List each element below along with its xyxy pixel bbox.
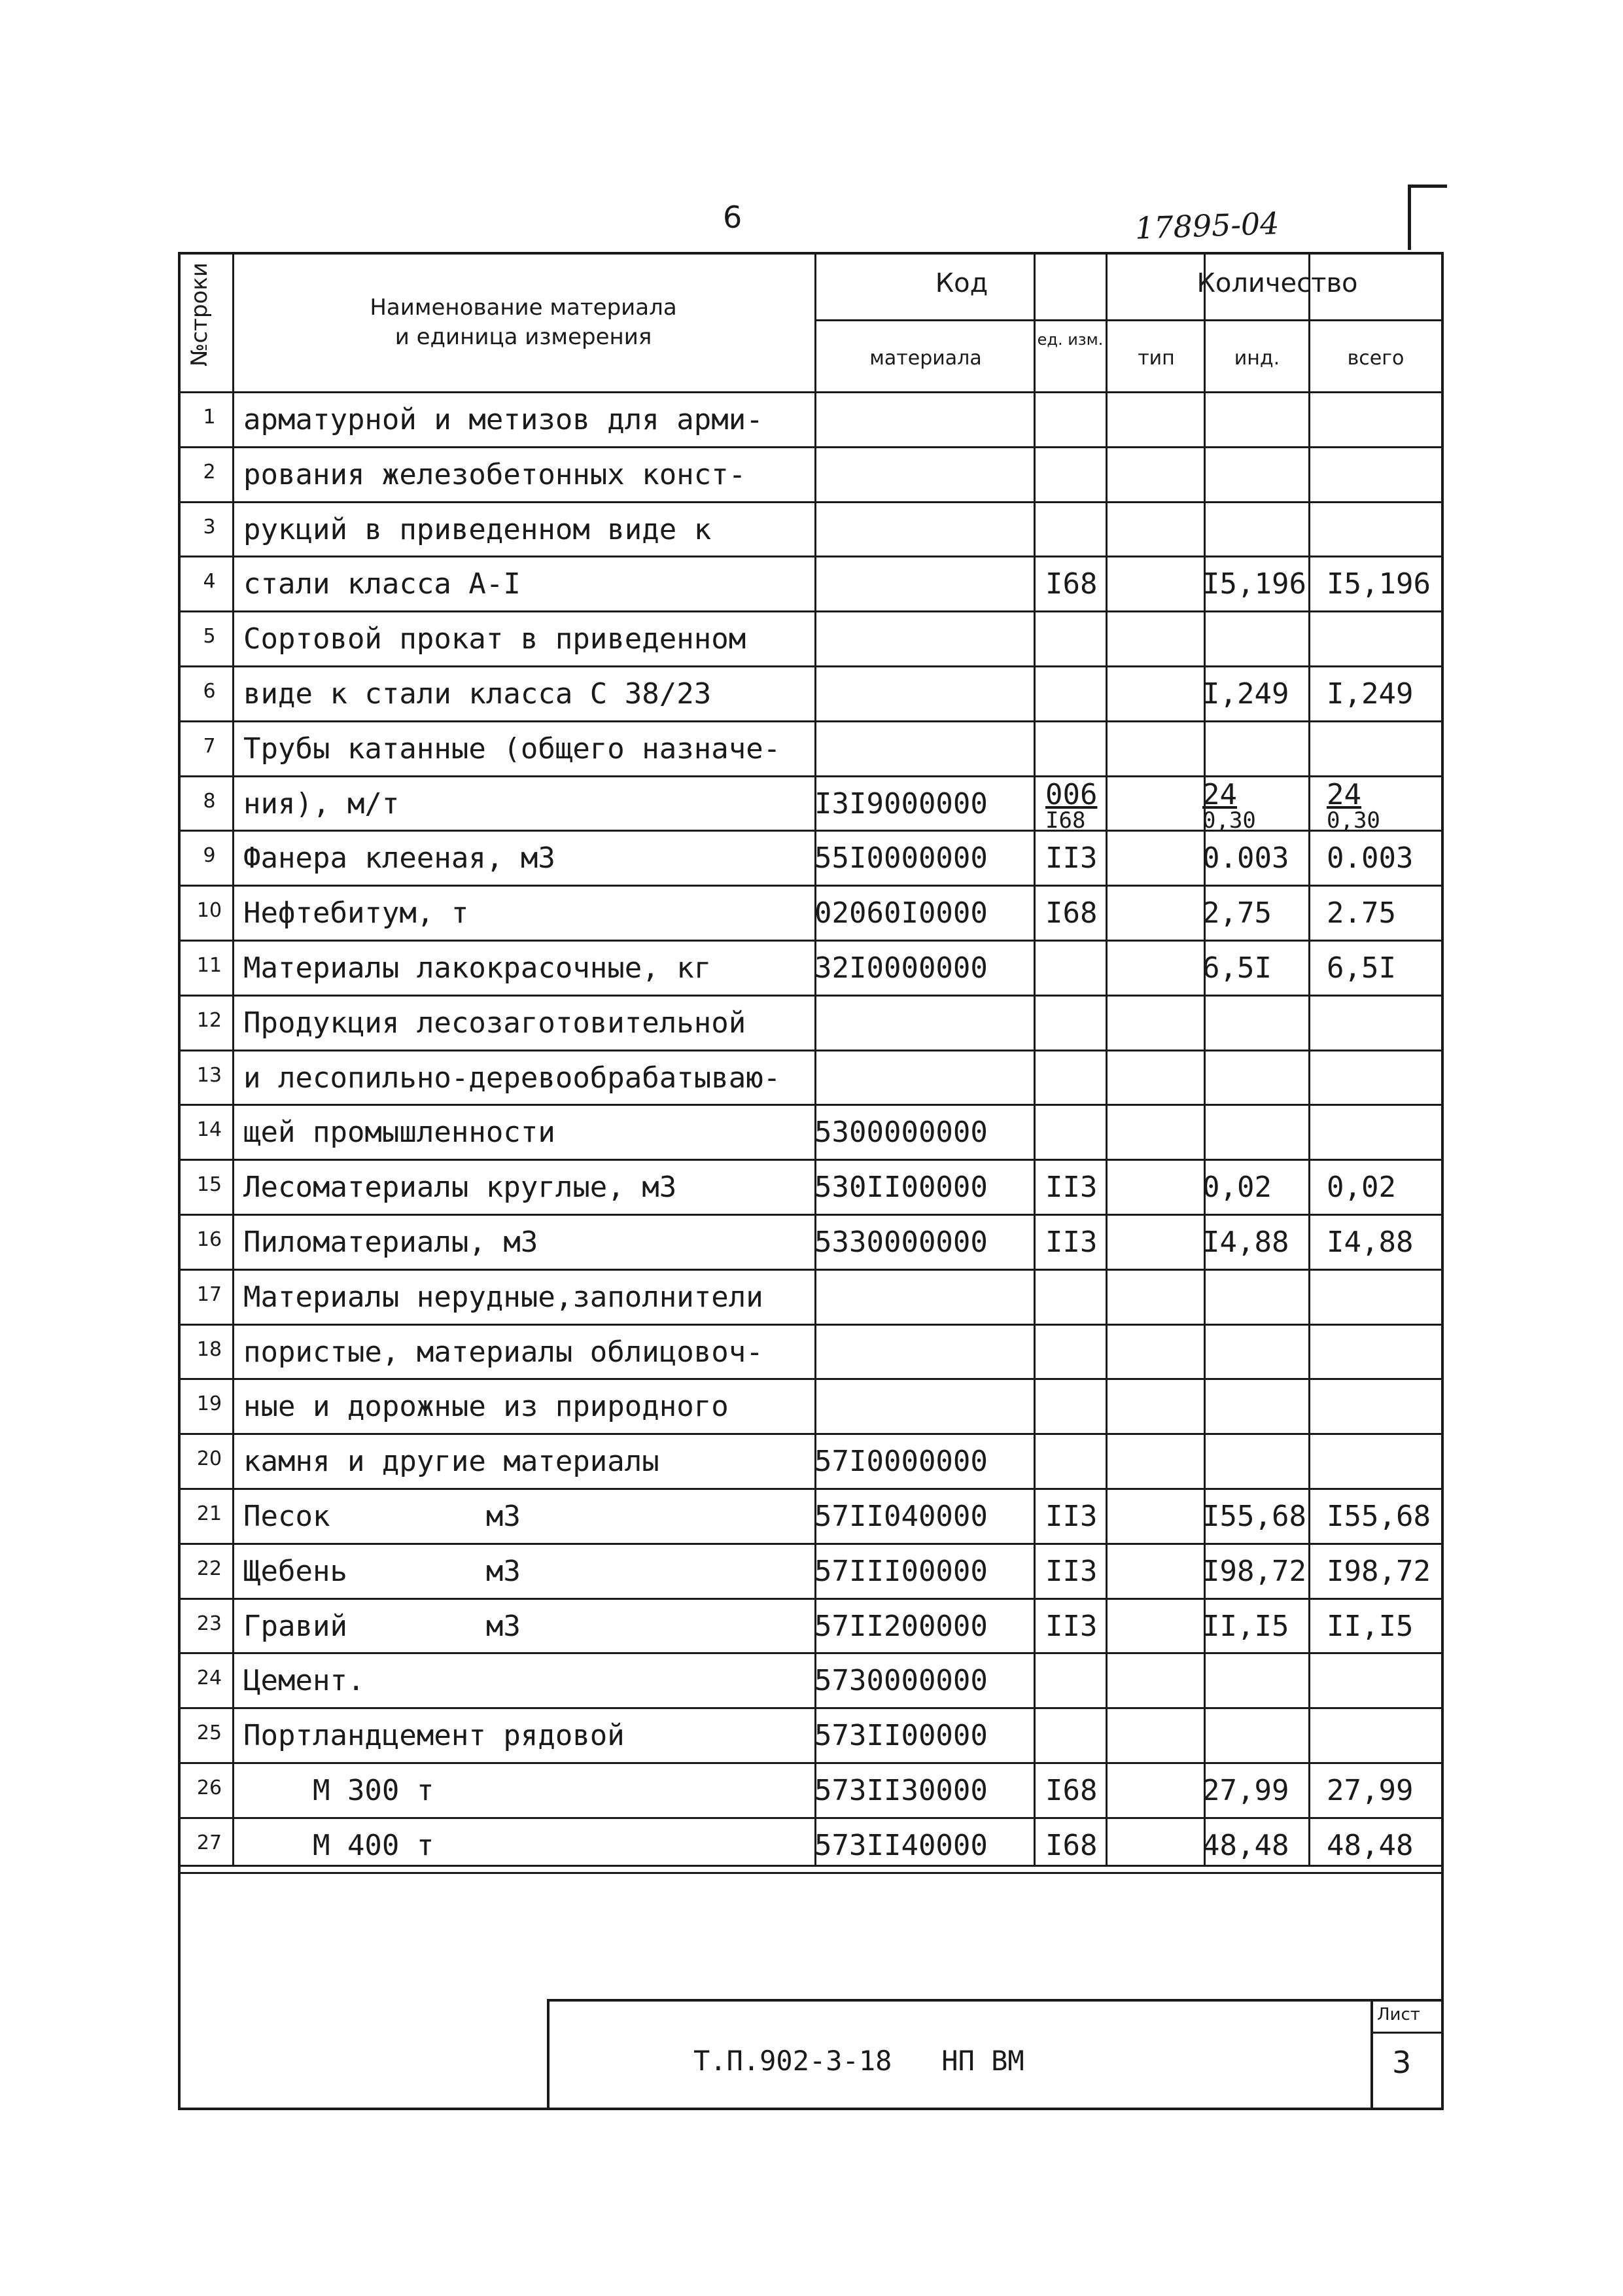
grid-line bbox=[178, 885, 1444, 887]
row-number: 21 bbox=[196, 1502, 222, 1525]
row-number: 19 bbox=[196, 1392, 222, 1415]
row-code: 55I0000000 bbox=[814, 841, 988, 875]
row-unit: I68 bbox=[1045, 1829, 1098, 1862]
row-ind: I4,88 bbox=[1202, 1226, 1289, 1259]
grid-line bbox=[1034, 252, 1036, 1865]
row-name: Пиломатериалы, м3 bbox=[243, 1226, 538, 1259]
row-number: 14 bbox=[196, 1118, 222, 1141]
row-ind: 0,02 bbox=[1202, 1171, 1272, 1204]
row-code: 5730000000 bbox=[814, 1664, 988, 1697]
row-code: I3I9000000 bbox=[814, 787, 988, 821]
corner-mark bbox=[1408, 185, 1411, 250]
row-ind: I98,72 bbox=[1202, 1555, 1306, 1588]
grid-line bbox=[1106, 252, 1108, 1865]
grid-line bbox=[178, 1543, 1444, 1545]
row-code: 5330000000 bbox=[814, 1226, 988, 1259]
title-block-divider bbox=[1370, 1999, 1373, 2110]
header-name-line1: Наименование материала bbox=[370, 294, 677, 321]
header-name-line2: и единица измерения bbox=[394, 324, 652, 350]
row-name: Материалы нерудные,заполнители bbox=[243, 1280, 763, 1314]
header-qty-total: всего bbox=[1347, 347, 1405, 370]
row-number: 11 bbox=[196, 954, 222, 977]
row-code: 02060I0000 bbox=[814, 896, 988, 930]
row-name: камня и другие материалы bbox=[243, 1445, 659, 1478]
grid-line bbox=[178, 1324, 1444, 1326]
grid-line bbox=[178, 391, 1444, 393]
row-ind: I5,196 bbox=[1202, 567, 1306, 601]
grid-line bbox=[178, 1050, 1444, 1051]
row-number: 5 bbox=[203, 625, 216, 648]
grid-line bbox=[178, 1762, 1444, 1764]
row-number: 2 bbox=[203, 461, 216, 484]
row-name: рования железобетонных конст- bbox=[243, 458, 746, 491]
grid-line bbox=[178, 556, 1444, 557]
row-total: 2.75 bbox=[1327, 896, 1396, 930]
header-code: Код bbox=[935, 268, 988, 298]
row-code: 573II40000 bbox=[814, 1829, 988, 1862]
row-name: и лесопильно-деревообрабатываю- bbox=[243, 1061, 781, 1095]
row-number: 22 bbox=[196, 1557, 222, 1580]
row-name: Продукция лесозаготовительной bbox=[243, 1006, 746, 1040]
row-name: Фанера клееная, м3 bbox=[243, 841, 555, 875]
row-name: арматурной и метизов для арми- bbox=[243, 403, 763, 436]
grid-line bbox=[178, 995, 1444, 997]
row-total: 27,99 bbox=[1327, 1774, 1414, 1807]
row-ind: 24 bbox=[1202, 778, 1237, 811]
row-unit: I68 bbox=[1045, 896, 1098, 930]
row-ind: 6,5I bbox=[1202, 951, 1272, 985]
grid-line bbox=[178, 720, 1444, 722]
row-unit: 006 bbox=[1045, 778, 1098, 811]
row-name: Песок м3 bbox=[243, 1500, 521, 1533]
row-code: 57II040000 bbox=[814, 1500, 988, 1533]
row-name: пористые, материалы облицовоч- bbox=[243, 1335, 763, 1369]
grid-line bbox=[178, 940, 1444, 942]
row-total: 48,48 bbox=[1327, 1829, 1414, 1862]
row-total: 0,02 bbox=[1327, 1171, 1396, 1204]
row-ind: 48,48 bbox=[1202, 1829, 1289, 1862]
row-name: стали класса А-I bbox=[243, 567, 521, 601]
row-code: 573II00000 bbox=[814, 1719, 988, 1752]
row-name: Гравий м3 bbox=[243, 1610, 521, 1643]
row-name: Сортовой прокат в приведенном bbox=[243, 622, 746, 656]
header-code-material: материала bbox=[869, 347, 982, 370]
row-total: I4,88 bbox=[1327, 1226, 1414, 1259]
row-unit: I68 bbox=[1045, 567, 1098, 601]
row-name: ные и дорожные из природного bbox=[243, 1390, 729, 1423]
row-ind: I55,68 bbox=[1202, 1500, 1306, 1533]
grid-line bbox=[178, 1378, 1444, 1380]
row-number: 18 bbox=[196, 1338, 222, 1361]
row-ind: I,249 bbox=[1202, 677, 1289, 711]
row-ind: 0.003 bbox=[1202, 841, 1289, 875]
title-block-divider bbox=[1370, 2032, 1444, 2034]
row-total: I98,72 bbox=[1327, 1555, 1431, 1588]
row-name: М 300 т bbox=[243, 1774, 434, 1807]
header-qty-type: тип bbox=[1138, 347, 1175, 370]
row-code: 573II30000 bbox=[814, 1774, 988, 1807]
document-reference: 17895-04 bbox=[1134, 205, 1280, 246]
page-number: 6 bbox=[723, 200, 742, 235]
row-code: 5300000000 bbox=[814, 1116, 988, 1149]
row-ind-secondary: 0,30 bbox=[1202, 807, 1256, 834]
row-number: 10 bbox=[196, 899, 222, 922]
row-name: щей промышленности bbox=[243, 1116, 555, 1149]
corner-mark bbox=[1408, 185, 1447, 188]
grid-line bbox=[178, 1214, 1444, 1216]
row-number: 23 bbox=[196, 1612, 222, 1635]
grid-line bbox=[178, 446, 1444, 448]
grid-line bbox=[178, 1872, 1444, 1874]
row-total-secondary: 0,30 bbox=[1327, 807, 1380, 834]
row-total: 0.003 bbox=[1327, 841, 1414, 875]
row-name: Трубы катанные (общего назначе- bbox=[243, 732, 781, 766]
grid-line bbox=[178, 1817, 1444, 1819]
grid-line bbox=[178, 1598, 1444, 1600]
row-total: 24 bbox=[1327, 778, 1361, 811]
row-number: 15 bbox=[196, 1173, 222, 1196]
row-name: М 400 т bbox=[243, 1829, 434, 1862]
row-name: Лесоматериалы круглые, м3 bbox=[243, 1171, 677, 1204]
grid-line bbox=[178, 1104, 1444, 1106]
grid-line bbox=[814, 319, 1444, 321]
row-unit: II3 bbox=[1045, 1555, 1098, 1588]
row-code: 57II200000 bbox=[814, 1610, 988, 1643]
grid-line bbox=[178, 1865, 1444, 1867]
header-quantity: Количество bbox=[1196, 268, 1358, 298]
row-name: Цемент. bbox=[243, 1664, 365, 1697]
row-code: 32I0000000 bbox=[814, 951, 988, 985]
title-block-code: Т.П.902-3-18 НП ВМ bbox=[693, 2045, 1024, 2077]
row-number: 24 bbox=[196, 1667, 222, 1689]
sheet-number: 3 bbox=[1392, 2045, 1412, 2080]
row-code: 530II00000 bbox=[814, 1171, 988, 1204]
row-name: виде к стали класса С 38/23 bbox=[243, 677, 712, 711]
row-unit-secondary: I68 bbox=[1045, 807, 1086, 834]
header-row-number: №строки bbox=[186, 262, 213, 366]
row-number: 12 bbox=[196, 1009, 222, 1032]
grid-line bbox=[178, 775, 1444, 777]
row-unit: II3 bbox=[1045, 1171, 1098, 1204]
grid-line bbox=[178, 1488, 1444, 1490]
row-name: рукций в приведенном виде к bbox=[243, 513, 712, 546]
row-total: I,249 bbox=[1327, 677, 1414, 711]
row-number: 25 bbox=[196, 1722, 222, 1744]
row-number: 26 bbox=[196, 1776, 222, 1799]
row-ind: 2,75 bbox=[1202, 896, 1272, 930]
grid-line bbox=[178, 610, 1444, 612]
header-qty-ind: инд. bbox=[1234, 347, 1280, 370]
grid-line bbox=[1308, 252, 1310, 1865]
row-unit: II3 bbox=[1045, 1500, 1098, 1533]
row-ind: 27,99 bbox=[1202, 1774, 1289, 1807]
grid-line bbox=[178, 665, 1444, 667]
grid-line bbox=[178, 1652, 1444, 1654]
grid-line bbox=[178, 1269, 1444, 1271]
row-number: 6 bbox=[203, 680, 216, 703]
row-name: Материалы лакокрасочные, кг bbox=[243, 951, 712, 985]
row-name: Нефтебитум, т bbox=[243, 896, 469, 930]
row-ind: II,I5 bbox=[1202, 1610, 1289, 1643]
row-total: I55,68 bbox=[1327, 1500, 1431, 1533]
row-number: 9 bbox=[203, 844, 216, 867]
row-number: 13 bbox=[196, 1064, 222, 1087]
row-number: 4 bbox=[203, 570, 216, 593]
row-name: ния), м/т bbox=[243, 787, 400, 821]
row-number: 17 bbox=[196, 1283, 222, 1306]
row-number: 7 bbox=[203, 735, 216, 758]
row-number: 3 bbox=[203, 516, 216, 539]
grid-line bbox=[178, 1159, 1444, 1161]
row-total: II,I5 bbox=[1327, 1610, 1414, 1643]
row-unit: I68 bbox=[1045, 1774, 1098, 1807]
row-total: I5,196 bbox=[1327, 567, 1431, 601]
row-unit: II3 bbox=[1045, 841, 1098, 875]
row-name: Портландцемент рядовой bbox=[243, 1719, 625, 1752]
row-number: 27 bbox=[196, 1831, 222, 1854]
row-unit: II3 bbox=[1045, 1226, 1098, 1259]
row-name: Щебень м3 bbox=[243, 1555, 521, 1588]
row-number: 20 bbox=[196, 1447, 222, 1470]
header-code-unit: ед. изм. bbox=[1037, 330, 1104, 349]
row-number: 8 bbox=[203, 790, 216, 813]
row-code: 57III00000 bbox=[814, 1555, 988, 1588]
grid-line bbox=[178, 1707, 1444, 1709]
grid-line bbox=[232, 252, 234, 1865]
sheet-label: Лист bbox=[1377, 2005, 1420, 2024]
grid-line bbox=[178, 501, 1444, 503]
row-number: 16 bbox=[196, 1228, 222, 1251]
grid-line bbox=[178, 1433, 1444, 1435]
row-code: 57I0000000 bbox=[814, 1445, 988, 1478]
row-number: 1 bbox=[203, 406, 216, 429]
row-total: 6,5I bbox=[1327, 951, 1396, 985]
row-unit: II3 bbox=[1045, 1610, 1098, 1643]
